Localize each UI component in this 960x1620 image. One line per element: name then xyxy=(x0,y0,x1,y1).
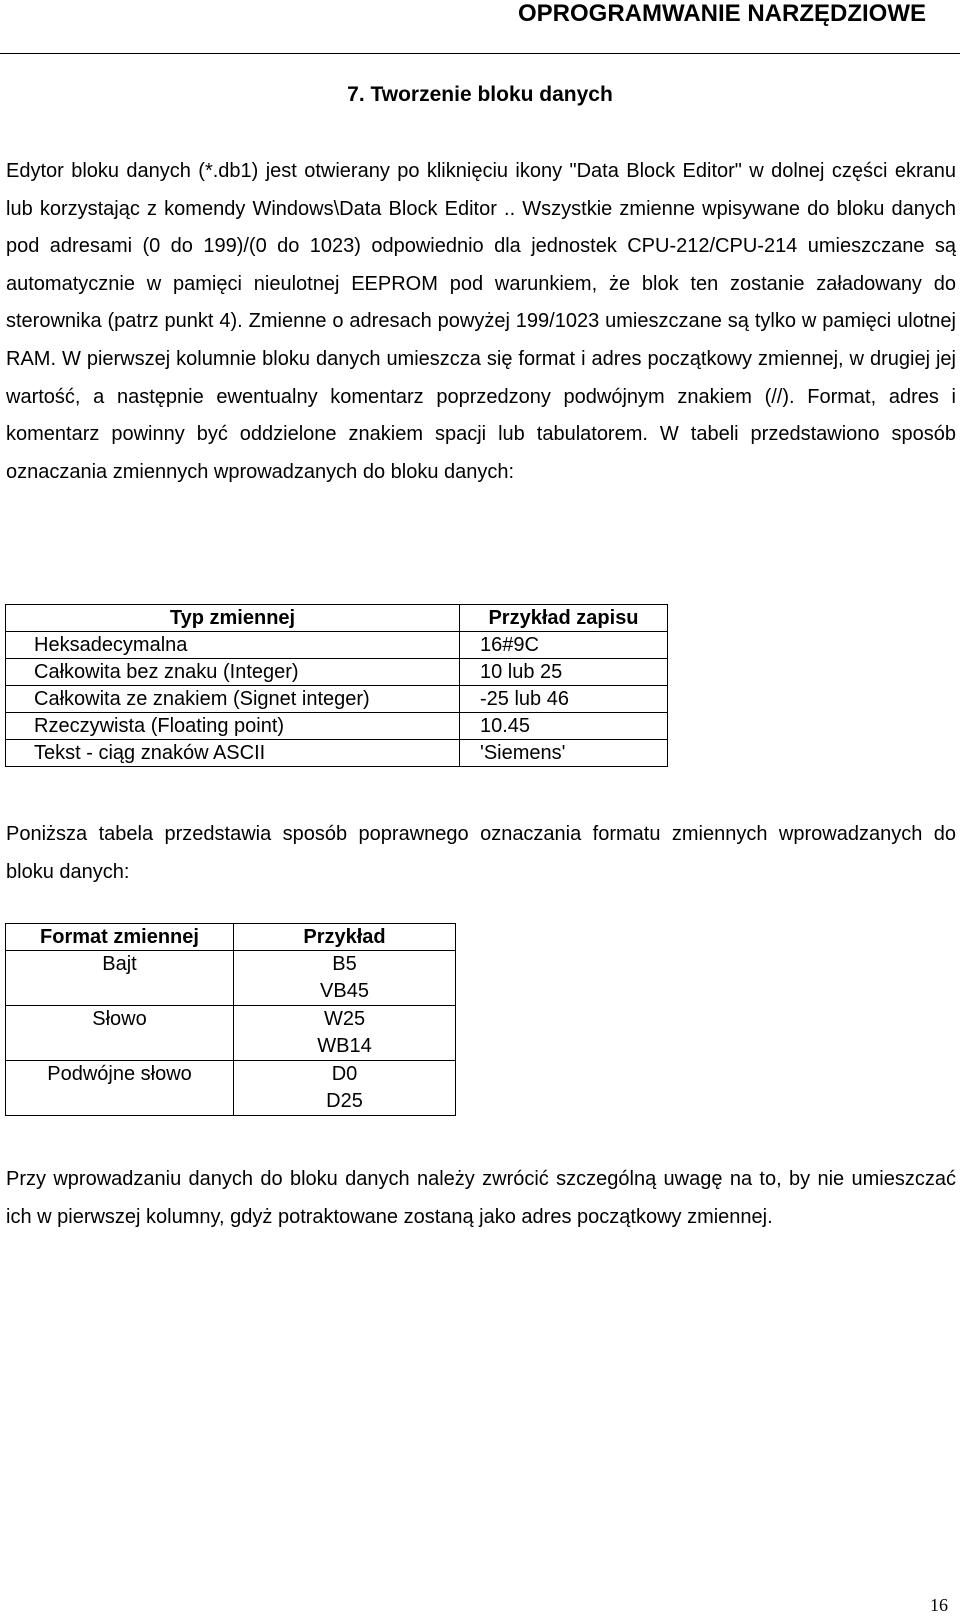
example-cell: -25 lub 46 xyxy=(460,686,668,713)
table-row xyxy=(6,659,668,686)
page-number: 16 xyxy=(930,1595,948,1615)
example-cell: 16#9C xyxy=(460,632,668,659)
type-cell: Całkowita ze znakiem (Signet integer) xyxy=(6,686,460,713)
format-cell xyxy=(6,1061,234,1116)
table-row xyxy=(6,686,668,713)
example-value: D25 xyxy=(326,1090,363,1112)
column-header-format: Format zmiennej xyxy=(6,924,234,951)
column-header-example: Przykład zapisu xyxy=(460,605,668,632)
column-header-example: Przykład xyxy=(234,924,456,951)
example-value: W25 xyxy=(323,1008,366,1030)
header-divider xyxy=(0,53,960,54)
format-label: Słowo xyxy=(92,1008,147,1030)
variable-types-table xyxy=(5,604,668,767)
format-cell xyxy=(6,1006,234,1061)
format-label: Bajt xyxy=(102,953,137,975)
document-header-title: OPROGRAMWANIE NARZĘDZIOWE xyxy=(518,0,926,27)
type-cell: Całkowita bez znaku (Integer) xyxy=(6,659,460,686)
intro-paragraph: Edytor bloku danych (*.db1) jest otwierany po kliknięciu ikony "Data Block Editor" w dolnej części ekranu lub korzystając z komendy Windows\Data Block Editor .. Wszystkie zmienne wpisywane do bloku danych pod adresami (0 do 199)/(0 do 1023) odpowiednio dla jednostek CPU-212/CPU-214 umieszczane są automatycznie w pamięci nieulotnej EEPROM pod warunkiem, że blok ten zostanie załadowany do sterownika (patrz punkt 4). Zmienne o adresach powyżej 199/1023 umieszczane są tylko w pamięci ulotnej RAM. W pierwszej kolumnie bloku danych umieszcza się format i adres początkowy zmiennej, w drugiej jej wartość, a następnie ewentualny komentarz poprzedzony podwójnym znakiem (//). Format, adres i komentarz powinny być oddzielone znakiem spacji lub tabulatorem. W tabeli przedstawiono sposób oznaczania zmiennych wprowadzanych do bloku danych: xyxy=(6,160,956,483)
table-row xyxy=(6,1061,456,1116)
example-value: VB45 xyxy=(320,980,369,1002)
section-title: 7. Tworzenie bloku danych xyxy=(347,83,613,106)
type-cell: Rzeczywista (Floating point) xyxy=(6,713,460,740)
column-header-type: Typ zmiennej xyxy=(6,605,460,632)
type-cell: Heksadecymalna xyxy=(6,632,460,659)
table-header-row xyxy=(6,924,456,951)
table-row xyxy=(6,740,668,767)
type-cell: Tekst - ciąg znaków ASCII xyxy=(6,740,460,767)
table-row xyxy=(6,713,668,740)
example-cell xyxy=(234,951,456,1006)
example-value: D0 xyxy=(331,1063,358,1085)
example-cell xyxy=(234,1061,456,1116)
example-cell: 10.45 xyxy=(460,713,668,740)
table-row xyxy=(6,951,456,1006)
example-value: B5 xyxy=(332,953,357,975)
table-row xyxy=(6,632,668,659)
second-paragraph: Poniższa tabela przedstawia sposób poprawnego oznaczania formatu zmiennych wprowadzanych do bloku danych: xyxy=(6,823,956,883)
example-value: WB14 xyxy=(317,1035,372,1057)
variable-format-table xyxy=(5,923,456,1116)
table-row xyxy=(6,1006,456,1061)
example-cell xyxy=(234,1006,456,1061)
example-cell: 'Siemens' xyxy=(460,740,668,767)
example-cell: 10 lub 25 xyxy=(460,659,668,686)
format-label: Podwójne słowo xyxy=(47,1063,192,1085)
table-header-row xyxy=(6,605,668,632)
format-cell xyxy=(6,951,234,1006)
third-paragraph: Przy wprowadzaniu danych do bloku danych należy zwrócić szczególną uwagę na to, by nie umieszczać ich w pierwszej kolumny, gdyż potraktowane zostaną jako adres początkowy zmiennej. xyxy=(6,1168,956,1228)
